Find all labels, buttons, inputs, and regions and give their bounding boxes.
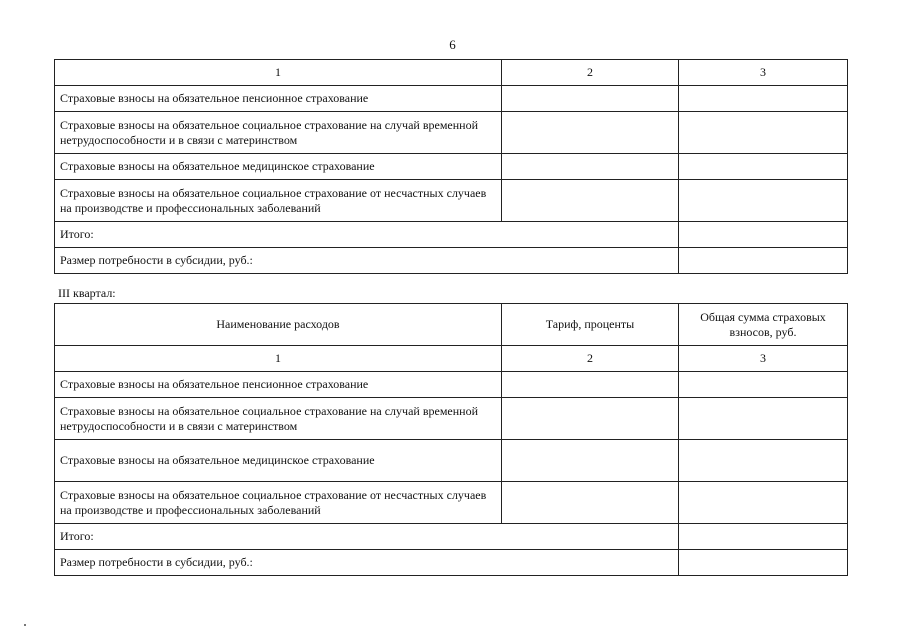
- row-name: Страховые взносы на обязательное социальное страхование от несчастных случаев на производстве и профессиональных заболеваний: [55, 180, 502, 222]
- sum-cell[interactable]: [679, 398, 848, 440]
- row-name: Страховые взносы на обязательное социальное страхование на случай временной нетрудоспособности и в связи с материнством: [55, 398, 502, 440]
- table-row: [55, 154, 848, 180]
- table-row: [55, 112, 848, 154]
- tariff-cell[interactable]: [502, 482, 679, 524]
- sum-cell[interactable]: [679, 482, 848, 524]
- subsidy-row: [55, 248, 848, 274]
- sum-cell[interactable]: [679, 154, 848, 180]
- table-row: [55, 372, 848, 398]
- table-row: [55, 398, 848, 440]
- page-number: 6: [449, 37, 456, 52]
- tariff-cell[interactable]: [502, 154, 679, 180]
- subsidy-label: Размер потребности в субсидии, руб.:: [55, 550, 679, 576]
- column-number-row: [55, 60, 848, 86]
- table-row: [55, 482, 848, 524]
- insurance-table-q3: [54, 303, 848, 576]
- tariff-cell[interactable]: [502, 440, 679, 482]
- tariff-cell[interactable]: [502, 398, 679, 440]
- row-name: Страховые взносы на обязательное социальное страхование на случай временной нетрудоспособности и в связи с материнством: [55, 112, 502, 154]
- column-number-1: 1: [55, 60, 502, 86]
- row-name: Страховые взносы на обязательное пенсионное страхование: [55, 86, 502, 112]
- total-label: Итого:: [55, 222, 679, 248]
- insurance-table-continued: [54, 59, 848, 274]
- table-row: [55, 180, 848, 222]
- header-tariff: Тариф, проценты: [502, 304, 679, 346]
- table-row: [55, 440, 848, 482]
- total-sum-cell[interactable]: [679, 222, 848, 248]
- column-number-3: 3: [679, 60, 848, 86]
- column-number-2: 2: [502, 60, 679, 86]
- quarter-label: III квартал:: [58, 286, 116, 300]
- row-name: Страховые взносы на обязательное социальное страхование от несчастных случаев на производстве и профессиональных заболеваний: [55, 482, 502, 524]
- sum-cell[interactable]: [679, 440, 848, 482]
- subsidy-sum-cell[interactable]: [679, 550, 848, 576]
- column-number-1: 1: [55, 346, 502, 372]
- tariff-cell[interactable]: [502, 372, 679, 398]
- row-name: Страховые взносы на обязательное медицинское страхование: [55, 440, 502, 482]
- sum-cell[interactable]: [679, 112, 848, 154]
- tariff-cell[interactable]: [502, 112, 679, 154]
- sum-cell[interactable]: [679, 180, 848, 222]
- header-sum: Общая сумма страховых взносов, руб.: [679, 304, 848, 346]
- sum-cell[interactable]: [679, 86, 848, 112]
- scan-artifact-dot: [24, 624, 26, 626]
- tariff-cell[interactable]: [502, 86, 679, 112]
- subsidy-sum-cell[interactable]: [679, 248, 848, 274]
- total-row: [55, 524, 848, 550]
- row-name: Страховые взносы на обязательное медицинское страхование: [55, 154, 502, 180]
- subsidy-row: [55, 550, 848, 576]
- column-number-row: [55, 346, 848, 372]
- tariff-cell[interactable]: [502, 180, 679, 222]
- row-name: Страховые взносы на обязательное пенсионное страхование: [55, 372, 502, 398]
- sum-cell[interactable]: [679, 372, 848, 398]
- column-number-3: 3: [679, 346, 848, 372]
- total-row: [55, 222, 848, 248]
- subsidy-label: Размер потребности в субсидии, руб.:: [55, 248, 679, 274]
- header-row: [55, 304, 848, 346]
- total-label: Итого:: [55, 524, 679, 550]
- total-sum-cell[interactable]: [679, 524, 848, 550]
- column-number-2: 2: [502, 346, 679, 372]
- table-row: [55, 86, 848, 112]
- header-name: Наименование расходов: [55, 304, 502, 346]
